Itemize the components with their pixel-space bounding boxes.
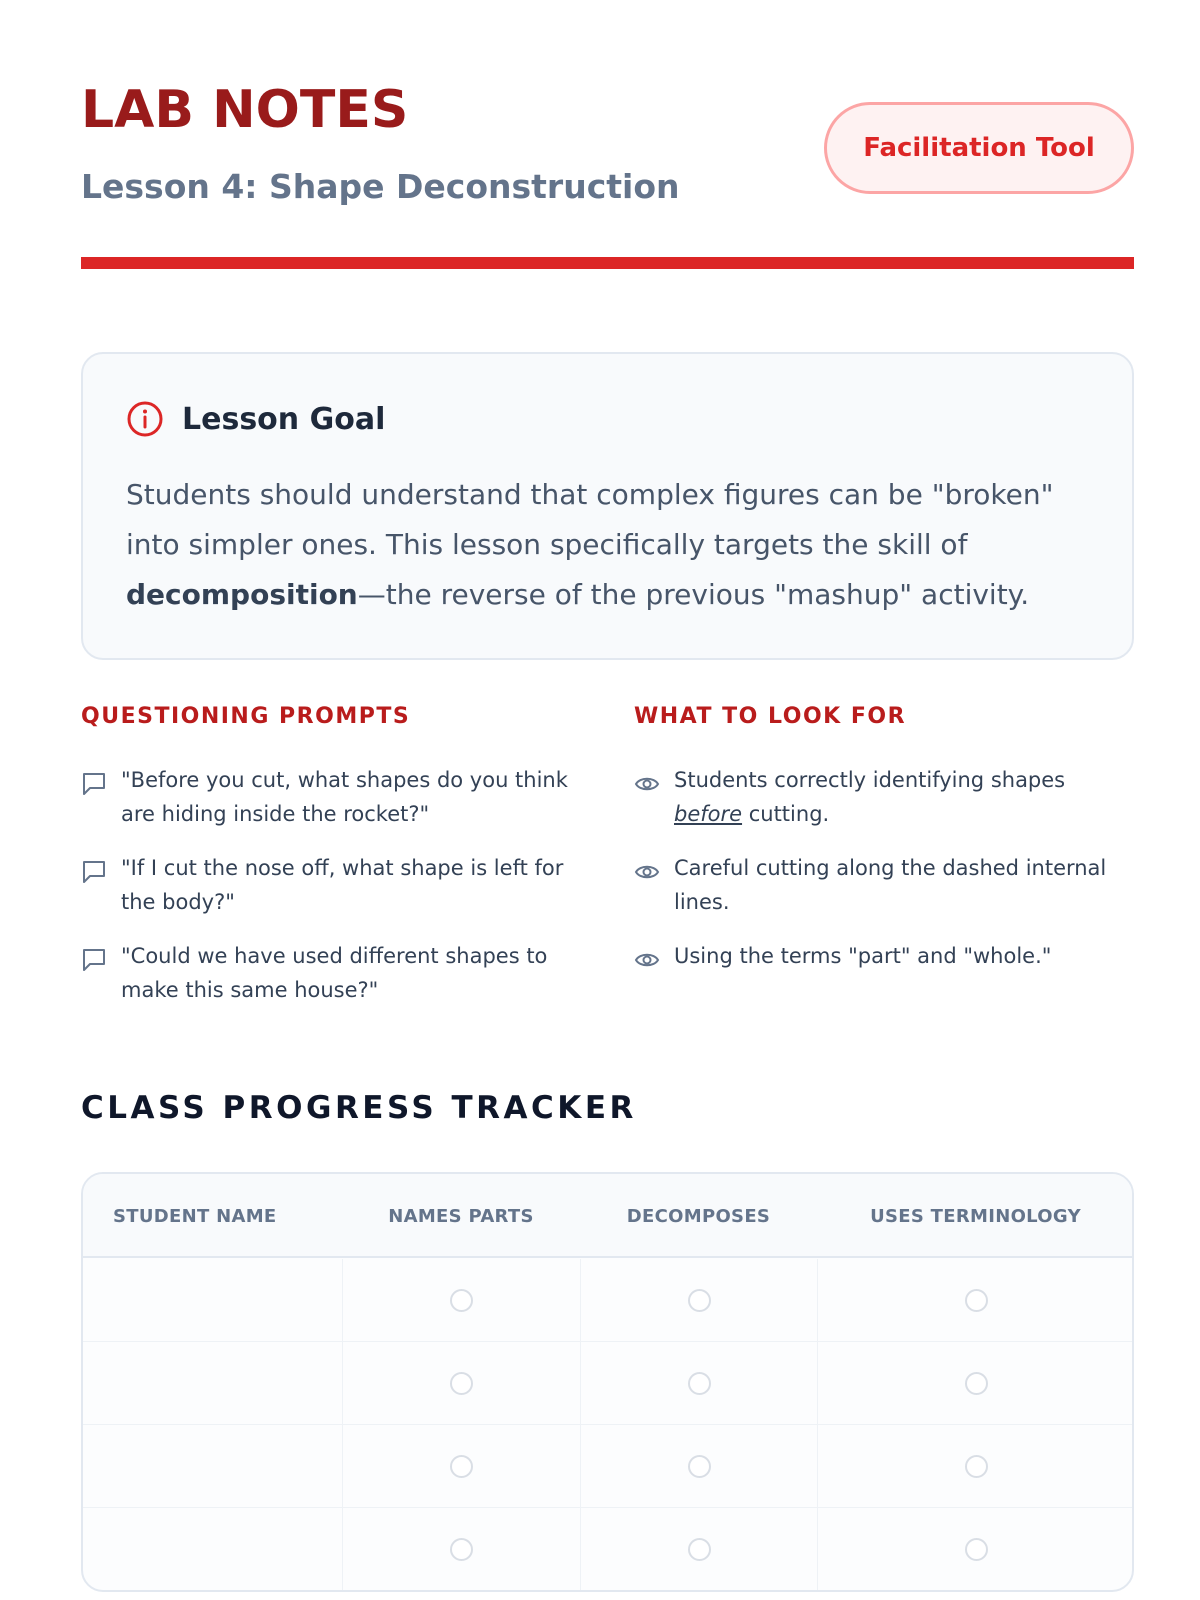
uses-terminology-cell	[817, 1425, 1134, 1508]
look-for-text-end: cutting.	[742, 802, 830, 826]
table-row	[83, 1259, 1132, 1342]
look-for-item	[634, 763, 1134, 831]
decomposes-radio[interactable]	[688, 1372, 711, 1395]
lesson-goal-card	[81, 352, 1134, 660]
info-icon	[126, 400, 164, 438]
names-parts-cell	[342, 1342, 580, 1425]
prompt-item	[81, 851, 581, 919]
student-name-cell[interactable]	[83, 1508, 342, 1591]
look-for-text: Careful cutting along the dashed internal lines.	[674, 856, 1107, 914]
tracker-title: CLASS PROGRESS TRACKER	[81, 1090, 637, 1126]
student-name-cell[interactable]	[83, 1425, 342, 1508]
look-for-text: Using the terms "part" and "whole."	[674, 944, 1052, 968]
student-name-cell[interactable]	[83, 1259, 342, 1342]
names-parts-cell	[342, 1425, 580, 1508]
table-row	[83, 1508, 1132, 1591]
look-for-section	[634, 704, 1134, 993]
prompt-text: "Could we have used different shapes to make this same house?"	[121, 944, 548, 1002]
decomposes-radio[interactable]	[688, 1289, 711, 1312]
column-header-uses-terminology: USES TERMINOLOGY	[870, 1205, 1081, 1227]
progress-tracker-table	[81, 1172, 1134, 1592]
prompt-item	[81, 763, 581, 831]
lesson-goal-text	[126, 470, 1096, 620]
facilitation-tool-badge: Facilitation Tool	[824, 102, 1134, 194]
names-parts-cell	[342, 1508, 580, 1591]
table-row	[83, 1425, 1132, 1508]
prompt-text: "Before you cut, what shapes do you think are hiding inside the rocket?"	[121, 768, 568, 826]
column-header-names-parts: NAMES PARTS	[388, 1205, 534, 1227]
eye-icon	[634, 859, 660, 885]
speech-bubble-icon	[81, 859, 107, 885]
names-parts-radio[interactable]	[450, 1538, 473, 1561]
names-parts-radio[interactable]	[450, 1372, 473, 1395]
page-header	[81, 78, 1134, 268]
prompt-item	[81, 939, 581, 1007]
lesson-goal-title: Lesson Goal	[182, 401, 386, 437]
uses-terminology-radio[interactable]	[965, 1289, 988, 1312]
look-for-text	[674, 763, 1134, 831]
header-divider	[81, 257, 1134, 269]
lesson-goal-header	[126, 400, 385, 438]
decomposes-cell	[580, 1342, 817, 1425]
look-for-text-start: Students correctly identifying shapes	[674, 768, 1066, 792]
prompt-text: "If I cut the nose off, what shape is left for the body?"	[121, 856, 564, 914]
questioning-prompts-section	[81, 704, 581, 1027]
column-header-decomposes: DECOMPOSES	[626, 1205, 771, 1227]
look-for-heading: WHAT TO LOOK FOR	[634, 704, 907, 729]
speech-bubble-icon	[81, 947, 107, 973]
uses-terminology-cell	[817, 1508, 1134, 1591]
names-parts-radio[interactable]	[450, 1455, 473, 1478]
uses-terminology-radio[interactable]	[965, 1372, 988, 1395]
decomposes-radio[interactable]	[688, 1538, 711, 1561]
goal-text-intro: Students should understand that complex figures can be "broken" into simpler ones. This lesson specifically targets the skill of	[126, 478, 1054, 561]
uses-terminology-cell	[817, 1259, 1134, 1342]
look-for-emphasis: before	[674, 802, 743, 826]
decomposes-cell	[580, 1259, 817, 1342]
table-header	[83, 1174, 1132, 1258]
uses-terminology-cell	[817, 1342, 1134, 1425]
decomposes-cell	[580, 1425, 817, 1508]
student-name-cell[interactable]	[83, 1342, 342, 1425]
goal-text-end: —the reverse of the previous "mashup" activity.	[357, 578, 1030, 611]
uses-terminology-radio[interactable]	[965, 1455, 988, 1478]
uses-terminology-radio[interactable]	[965, 1538, 988, 1561]
names-parts-cell	[342, 1259, 580, 1342]
lesson-subtitle: Lesson 4: Shape Deconstruction	[81, 167, 680, 206]
goal-text-keyword: decomposition	[126, 578, 358, 611]
decomposes-radio[interactable]	[688, 1455, 711, 1478]
eye-icon	[634, 947, 660, 973]
speech-bubble-icon	[81, 771, 107, 797]
table-row	[83, 1342, 1132, 1425]
look-for-item	[634, 851, 1134, 919]
names-parts-radio[interactable]	[450, 1289, 473, 1312]
eye-icon	[634, 771, 660, 797]
page-title: LAB NOTES	[81, 80, 409, 140]
questioning-prompts-heading: QUESTIONING PROMPTS	[81, 704, 411, 729]
decomposes-cell	[580, 1508, 817, 1591]
look-for-item	[634, 939, 1134, 973]
column-header-student-name: STUDENT NAME	[113, 1205, 277, 1227]
